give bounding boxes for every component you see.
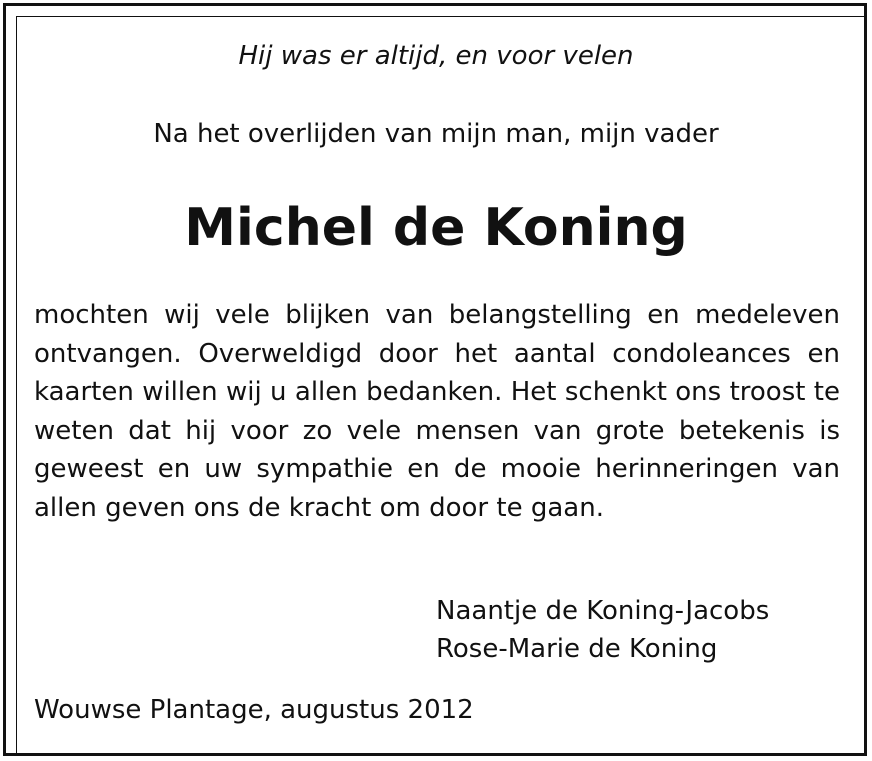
- place-and-date: Wouwse Plantage, augustus 2012: [34, 695, 474, 725]
- signatory-name: Naantje de Koning-Jacobs: [436, 596, 770, 626]
- tagline: Hij was er altijd, en voor velen: [238, 41, 634, 71]
- intro-line: Na het overlijden van mijn man, mijn vader: [153, 119, 719, 149]
- signatory-name: Rose-Marie de Koning: [436, 634, 718, 664]
- thank-you-message: mochten wij vele blijken van belangstelling en medeleven ontvangen. Overweldigd door het aantal condoleances en kaarten willen wij u allen bedanken. Het schenkt ons troost te weten dat hij voor zo vele mensen van grote betekenis is geweest en uw sympathie en de mooie herinneringen van allen geven ons de kracht om door te gaan.: [34, 300, 840, 523]
- signatories: [436, 592, 856, 668]
- deceased-name: Michel de Koning: [184, 198, 688, 258]
